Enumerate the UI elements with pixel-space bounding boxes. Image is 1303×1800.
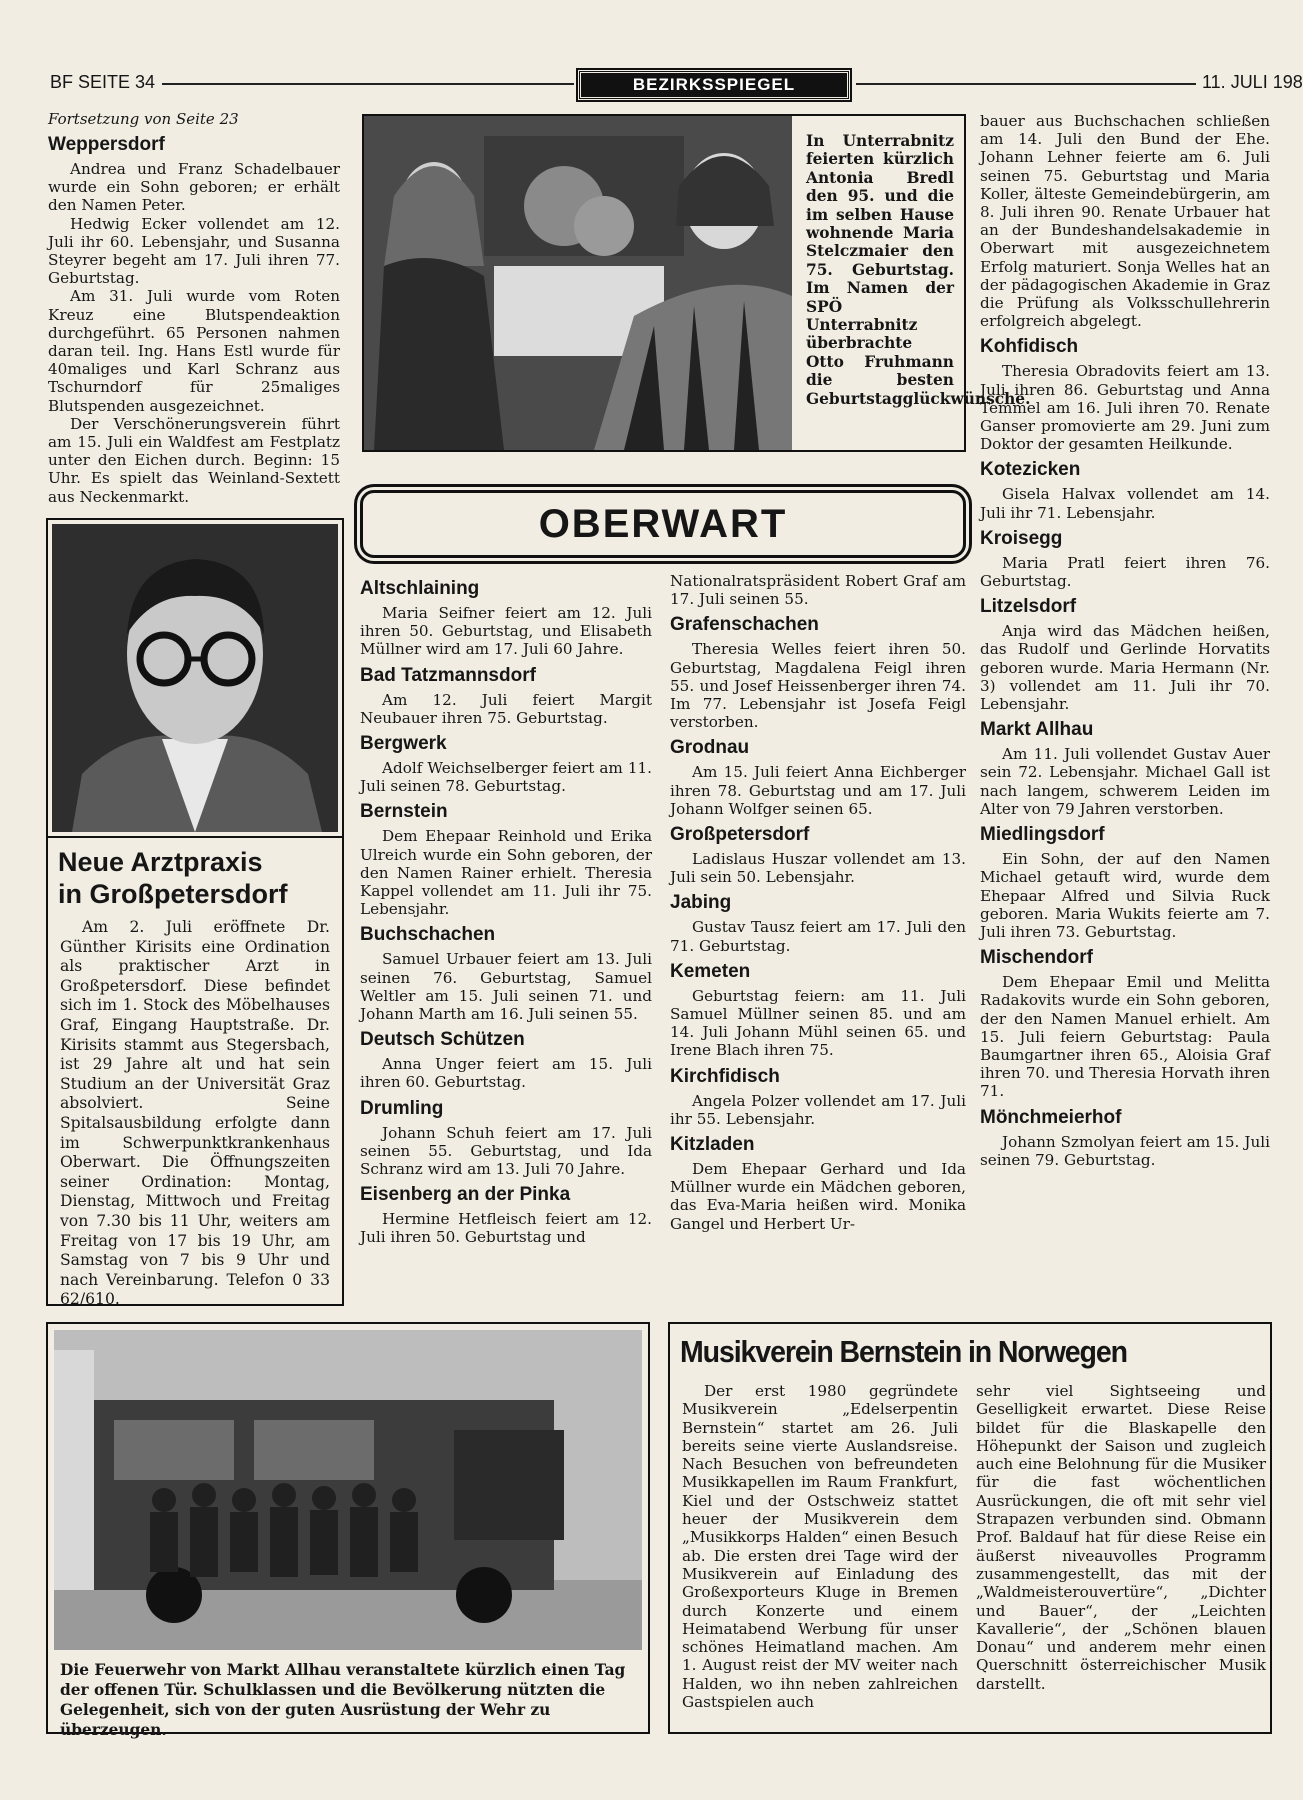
musikverein-left-column: Der erst 1980 gegründete Musikverein „Edelserpentin Bernstein“ startet am 26. Juli bereits seine vierte Auslandsreise. Nach Besuchen von befreundeten Musikkapellen im Raum Frankfurt, Kiel und der Ostschweiz stattet heuer der Musikverein dem „Musikkorps Halden“ einen Besuch ab. Die ersten drei Tage wird der Musikverein auf Einladung des Großexporteurs Kluge in Bremen durch Konzerte und einem Heimatabend Werbung für unser schönes Heimatland machen. Am 1. August reist der MV weiter nach Halden, wo ihn neben zahlreichen Gastspielen auch [682, 1382, 958, 1712]
oberwart-banner [360, 490, 966, 558]
town-heading: Kroisegg [980, 527, 1063, 549]
town-heading: Kohfidisch [980, 336, 1079, 358]
town-heading: Kirchfidisch [670, 1065, 780, 1087]
town-news-text: Gisela Halvax vollendet am 14. Juli ihr 71. Lebensjahr. [980, 485, 1270, 522]
arzt-article [48, 836, 342, 1310]
weppersdorf-article [48, 110, 340, 506]
town-news-text: Anja wird das Mädchen heißen, das Rudolf und Gerlinde Horvatits geboren wurde. Maria Hermann (Nr. 3) vollendet am 11. Juli ihr 70. Lebensjahr. [980, 622, 1270, 714]
town-news-text: Adolf Weichselberger feiert am 11. Juli seinen 78. Geburtstag. [360, 759, 652, 796]
town-heading: Mischendorf [980, 947, 1093, 969]
town-news-text: Theresia Obradovits feiert am 13. Juli ihren 86. Geburtstag und Anna Temmel am 16. Juli ihren 70. Renate Ganser promovierte am 29. Juni zum Doktor der gesamten Heilkunde. [980, 362, 1270, 454]
header-section-box [578, 70, 850, 100]
doctor-portrait-photo [52, 524, 338, 832]
arzt-body: Am 2. Juli eröffnete Dr. Günther Kirisits eine Ordination als praktischer Arzt in Großpetersdorf. Diese befindet sich im 1. Stock des Möbelhauses Graf, Eingang Hauptstraße. Dr. Kirisits stammt aus Stegersbach, ist 29 Jahre alt und hat sein Studium an der Universität Graz absolviert. Seine Spitalsausbildung erfolgte dann im Schwerpunktkrankenhaus Oberwart. Die Öffnungszeiten seiner Ordination: Montag, Dienstag, Mittwoch und Freitag von 7.30 bis 11 Uhr, weiters am Freitag von 17 bis 19 Uhr, am Samstag von 7 bis 9 Uhr und nach Vereinbarung. Telefon 0 33 62/610. [60, 918, 330, 1309]
town-news-text: Maria Pratl feiert ihren 76. Geburtstag. [980, 553, 1270, 591]
header-section-title: BEZIRKSSPIEGEL [632, 75, 796, 94]
oberwart-column-4 [980, 112, 1270, 1169]
town-news-text: Dem Ehepaar Emil und Melitta Radakovits wurde ein Sohn geboren, der den Namen Manuel erhielt. Am 15. Juli feiern Geburtstag: Paula Baumgartner ihren 65., Aloisia Graf ihren 70. und Theresia Horvath ihren 71. [980, 973, 1270, 1101]
doctor-portrait-drawing [52, 524, 338, 832]
town-news-text: Dem Ehepaar Gerhard und Ida Müllner wurde ein Mädchen geboren, das Eva-Maria heißen wird. Monika Gangel und Herbert Ur- [670, 1160, 966, 1233]
header-date: 11. JULI 198 [1202, 72, 1303, 92]
fire-brigade-drawing [54, 1330, 642, 1650]
town-news-text: Am 15. Juli feiert Anna Eichberger ihren 78. Geburtstag und am 17. Juli Johann Wolfger seinen 65. [670, 763, 966, 818]
town-heading: Litzelsdorf [980, 596, 1077, 618]
fire-brigade-photo [54, 1330, 642, 1650]
birthday-photo-drawing [364, 116, 792, 450]
arzt-title-line2: in Großpetersdorf [58, 879, 288, 909]
town-heading: Bad Tatzmannsdorf [360, 664, 536, 686]
oberwart-column-3 [670, 572, 966, 1233]
town-news-text: Geburtstag feiern: am 11. Juli Samuel Müllner seinen 85. und am 14. Juli Johann Mühl seinen 65. und Irene Blach ihren 75. [670, 986, 966, 1060]
oberwart-title: OBERWART [538, 502, 788, 546]
weppersdorf-paragraph: Am 31. Juli wurde vom Roten Kreuz eine Blutspendeaktion durchgeführt. 65 Personen nahmen daran teil. Ing. Hans Estl wurde für 40maliges und Karl Schranz aus Tschurndorf für 25maliges Blutspenden ausgezeichnet. [48, 287, 340, 415]
header-rule-left [162, 83, 574, 85]
header-page-number: BF SEITE 34 [50, 72, 156, 92]
arzt-title-line1: Neue Arztpraxis [58, 847, 263, 877]
header-rule-right [856, 83, 1196, 85]
town-news-text: Johann Szmolyan feiert am 15. Juli seinen 79. Geburtstag. [980, 1132, 1270, 1169]
town-heading: Miedlingsdorf [980, 824, 1105, 846]
town-news-text: Gustav Tausz feiert am 17. Juli den 71. Geburtstag. [670, 918, 966, 955]
town-heading: Bergwerk [360, 733, 447, 755]
town-news-text: Maria Seifner feiert am 12. Juli ihren 50. Geburtstag, und Elisabeth Müllner wird am 17. Juli 60 Jahre. [360, 604, 652, 659]
town-news-text: Anna Unger feiert am 15. Juli ihren 60. Geburtstag. [360, 1055, 652, 1092]
town-heading: Drumling [360, 1097, 444, 1119]
col4-lead: bauer aus Buchschachen schließen am 14. Juli den Bund der Ehe. Johann Lehner feierte am 6. Juli seinen 75. Geburtstag und Maria Koller, älteste Gemeindebürgerin, am 8. Juli ihren 90. Renate Urbauer hat an der Bundeshandelsakademie in Oberwart mit ausgezeichnetem Erfolg maturiert. Sonja Welles hat an der pädagogischen Akademie in Graz die Prüfung als Volksschullehrerin erfolgreich abgelegt. [980, 112, 1270, 331]
town-heading: Markt Allhau [980, 719, 1094, 741]
town-heading: Kotezicken [980, 459, 1081, 481]
weppersdorf-body [48, 160, 340, 506]
continued-note: Fortsetzung von Seite 23 [48, 110, 239, 128]
town-news-text: Ein Sohn, der auf den Namen Michael getauft wird, wurde dem Ehepaar Alfred und Silvia Ruck geboren. Maria Wukits feierte am 7. Juli ihren 73. Geburtstag. [980, 850, 1270, 941]
town-news-text: Hermine Hetfleisch feiert am 12. Juli ihren 50. Geburtstag und [360, 1210, 652, 1247]
town-heading: Deutsch Schützen [360, 1029, 525, 1051]
town-heading: Grodnau [670, 737, 750, 759]
town-heading: Eisenberg an der Pinka [360, 1184, 571, 1206]
weppersdorf-heading: Weppersdorf [48, 134, 165, 155]
town-news-text: Dem Ehepaar Reinhold und Erika Ulreich wurde ein Sohn geboren, der den Namen Rainer erhielt. Theresia Kappel vollendet am 11. Juli ihr 75. Lebensjahr. [360, 827, 652, 919]
weppersdorf-paragraph: Andrea und Franz Schadelbauer wurde ein Sohn geboren; er erhält den Namen Peter. [48, 160, 340, 215]
town-news-text: Am 11. Juli vollendet Gustav Auer sein 72. Lebensjahr. Michael Gall ist nach langem, schwerem Leiden im Alter von 79 Jahren verstorben. [980, 745, 1270, 818]
town-heading: Mönchmeierhof [980, 1106, 1122, 1128]
town-news-text: Samuel Urbauer feiert am 13. Juli seinen 76. Geburtstag, Samuel Weltler am 15. Juli seinen 71. und Johann Marth am 16. Juli seinen 55. [360, 950, 652, 1024]
musikverein-title: Musikverein Bernstein in Norwegen [680, 1334, 1127, 1369]
fire-brigade-box [46, 1322, 650, 1739]
town-news-text: Johann Schuh feiert am 17. Juli seinen 55. Geburtstag, und Ida Schranz wird am 13. Juli 70 Jahre. [360, 1123, 652, 1179]
town-heading: Buchschachen [360, 924, 496, 946]
town-news-text: Am 12. Juli feiert Margit Neubauer ihren 75. Geburtstag. [360, 690, 652, 727]
col3-lead: Nationalratspräsident Robert Graf am 17. Juli seinen 55. [670, 572, 966, 609]
birthday-photo [364, 116, 792, 450]
town-heading: Jabing [670, 892, 732, 914]
weppersdorf-paragraph: Hedwig Ecker vollendet am 12. Juli ihr 60. Lebensjahr, und Susanna Steyrer begeht am 17. Juli ihren 77. Geburtstag. [48, 214, 340, 288]
town-news-text: Angela Polzer vollendet am 17. Juli ihr 55. Lebensjahr. [670, 1091, 966, 1128]
fire-brigade-caption: Die Feuerwehr von Markt Allhau veranstaltete kürzlich einen Tag der offenen Tür. Schulklassen und die Bevölkerung nützten die Gelegenheit, sich von der guten Ausrüstung der Wehr zu überzeugen. [60, 1661, 626, 1739]
arzt-title [48, 836, 342, 914]
town-heading: Grafenschachen [670, 614, 819, 636]
page-header [50, 70, 1303, 100]
oberwart-column-2 [360, 572, 652, 1247]
town-heading: Kitzladen [670, 1134, 755, 1156]
musikverein-box [668, 1322, 1272, 1734]
town-heading: Altschlaining [360, 578, 480, 599]
weppersdorf-paragraph: Der Verschönerungsverein führt am 15. Juli ein Waldfest am Festplatz unter den Eichen durch. Beginn: 15 Uhr. Es spielt das Weinland-Sextett aus Neckenmarkt. [48, 414, 340, 506]
birthday-photo-caption: In Unterrabnitz feierten kürzlich Antonia Bredl den 95. und die im selben Hause wohnende Maria Stelczmaier den 75. Geburtstag. Im Namen der SPÖ Unterrabnitz überbrachte Otto Fruhmann die besten Geburtstagglückwünsche. [806, 132, 1031, 408]
town-heading: Großpetersdorf [670, 824, 810, 846]
musikverein-right-column: sehr viel Sightseeing und Geselligkeit erwartet. Diese Reise bildet für die Blaskapelle den Höhepunkt der Saison und zugleich auch eine Belohnung für die Musiker für die fast wöchentlichen Ausrückungen, die oft mit sehr viel Strapazen verbunden sind. Obmann Prof. Baldauf hat für diese Reise ein äußerst niveauvolles Programm zusammengestellt, das mit der „Waldmeisterouvertüre“, „Dichter und Bauer“, der „Leichten Kavallerie“, der „Schönen blauen Donau“ und anderem mehr einen Querschnitt österreichischer Musik darstellt. [976, 1382, 1266, 1693]
town-heading: Kemeten [670, 960, 751, 982]
town-news-text: Ladislaus Huszar vollendet am 13. Juli sein 50. Lebensjahr. [670, 850, 966, 887]
arzt-box [46, 518, 344, 1309]
town-heading: Bernstein [360, 801, 448, 823]
town-news-text: Theresia Welles feiert ihren 50. Geburtstag, Magdalena Feigl ihren 55. und Josef Heissenberger ihren 74. Im 77. Lebensjahr ist Josefa Feigl verstorben. [670, 640, 966, 732]
